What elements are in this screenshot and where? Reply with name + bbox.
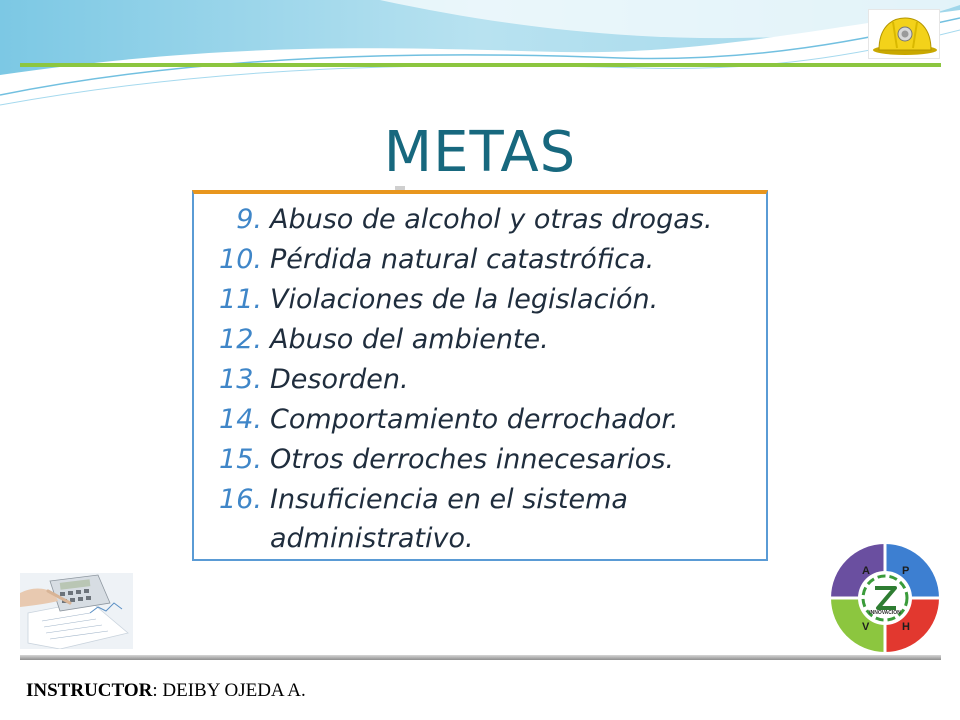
instructor-name: DEIBY OJEDA A. xyxy=(162,680,306,701)
list-item xyxy=(194,440,766,480)
item-number: 9. xyxy=(236,204,262,235)
item-number: 12. xyxy=(219,324,262,355)
instructor-label: INSTRUCTOR xyxy=(26,680,153,701)
item-number: 10. xyxy=(219,244,262,275)
item-text: Pérdida natural catastrófica. xyxy=(270,244,655,275)
helmet-logo xyxy=(868,9,940,59)
item-number: 13. xyxy=(219,364,262,395)
list-item xyxy=(194,320,766,360)
item-text: Otros derroches innecesarios. xyxy=(270,444,674,475)
hard-hat-icon xyxy=(869,10,941,60)
list-item xyxy=(194,200,766,240)
quadrant-label: H xyxy=(902,621,910,633)
logo-caption: INNOVACION xyxy=(869,610,901,616)
quadrant-label: A xyxy=(862,565,870,577)
header-waves xyxy=(0,0,960,110)
instructor-separator: : xyxy=(152,680,158,701)
quadrant-label: P xyxy=(902,565,910,577)
calculator-photo xyxy=(20,573,133,649)
item-text: Abuso del ambiente. xyxy=(270,324,549,355)
quadrant-label: V xyxy=(862,621,870,633)
phva-cycle-logo xyxy=(828,542,942,654)
item-number: 15. xyxy=(219,444,262,475)
item-number: 14. xyxy=(219,404,262,435)
goals-list xyxy=(194,200,766,558)
item-text: Desorden. xyxy=(270,364,409,395)
item-text: Comportamiento derrochador. xyxy=(270,404,679,435)
list-item xyxy=(194,240,766,280)
list-item xyxy=(194,280,766,320)
list-item xyxy=(194,400,766,440)
item-text: Violaciones de la legislación. xyxy=(270,284,659,315)
list-item xyxy=(194,360,766,400)
list-item-continuation xyxy=(194,520,766,558)
list-item xyxy=(194,480,766,520)
item-text: Insuficiencia en el sistema xyxy=(270,484,628,515)
item-number: 16. xyxy=(219,484,262,515)
item-number: 11. xyxy=(219,284,262,315)
item-text: Abuso de alcohol y otras drogas. xyxy=(270,204,713,235)
item-text-continuation: administrativo. xyxy=(270,523,474,554)
footer-rule xyxy=(20,655,941,660)
slide-title: METAS xyxy=(383,120,577,185)
goals-list-box xyxy=(192,190,768,561)
instructor-credit xyxy=(26,680,306,702)
